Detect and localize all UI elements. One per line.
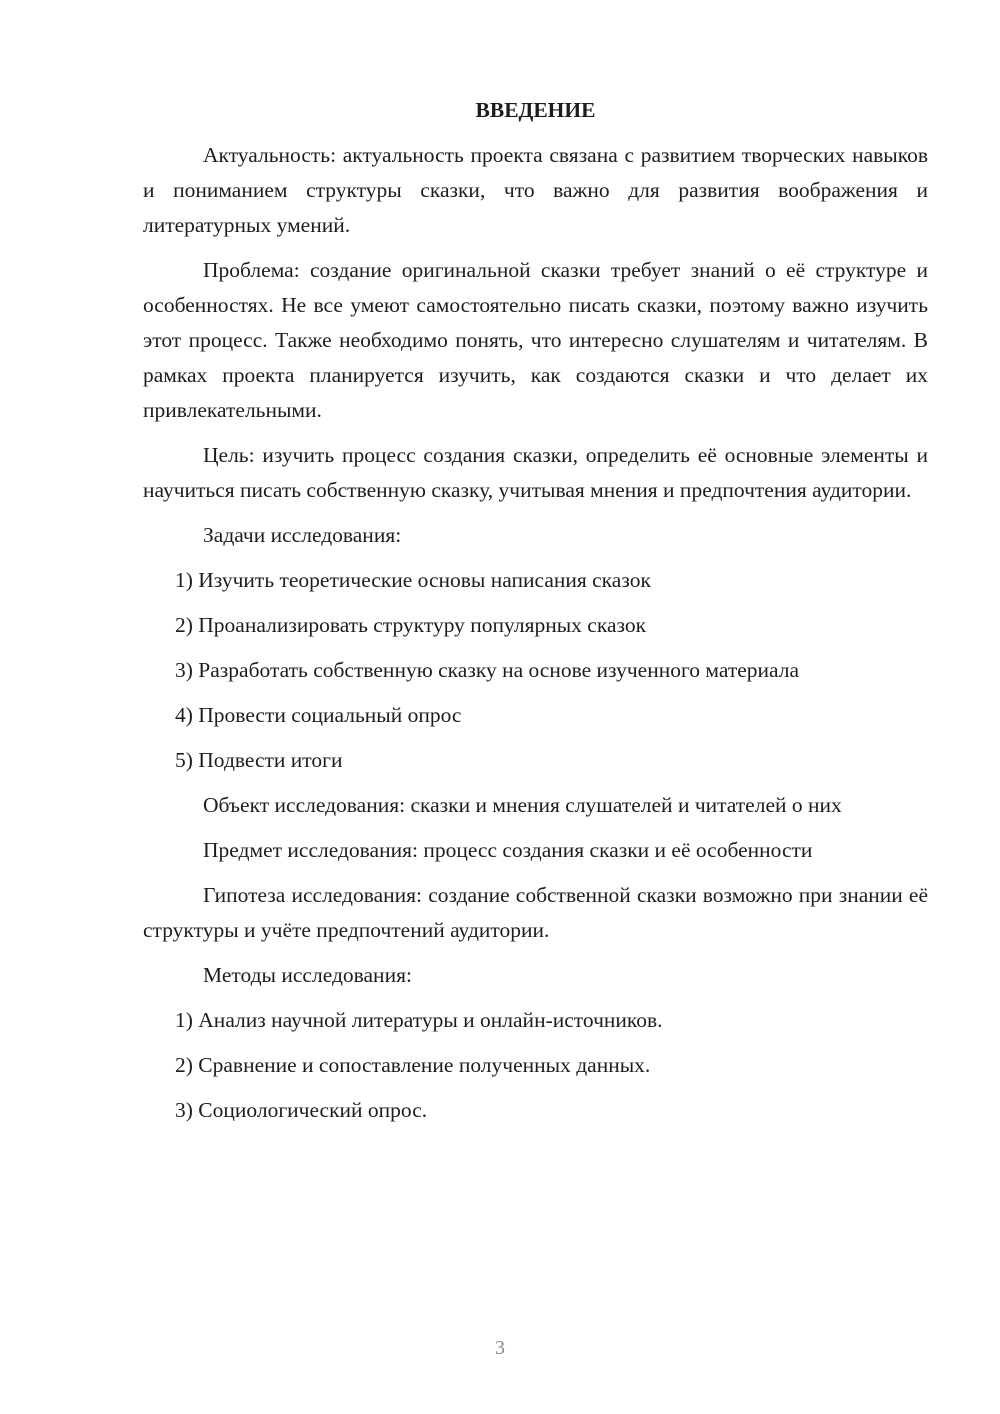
problem-paragraph: Проблема: создание оригинальной сказки требует знаний о её структуре и особенностях. Не все умеют самостоятельно писать сказки, поэтому важно изучить этот процесс. Также необходимо понять, что интересно слушателям и читателям. В рамках проекта планируется изучить, как создаются сказки и что делает их привлекательными.	[143, 258, 928, 422]
page-title: ВВЕДЕНИЕ	[475, 98, 596, 122]
object-paragraph: Объект исследования: сказки и мнения слушателей и читателей о них	[203, 793, 842, 817]
methods-heading: Методы исследования:	[203, 963, 412, 987]
page-number: 3	[495, 1337, 505, 1359]
tasks-heading: Задачи исследования:	[203, 523, 402, 547]
task-item-3: 3) Разработать собственную сказку на основе изученного материала	[175, 658, 800, 682]
relevance-paragraph: Актуальность: актуальность проекта связана с развитием творческих навыков и пониманием структуры сказки, что важно для развития воображения и литературных умений.	[143, 143, 928, 237]
method-item-3: 3) Социологический опрос.	[175, 1098, 428, 1122]
method-item-1: 1) Анализ научной литературы и онлайн-источников.	[175, 1008, 663, 1032]
subject-paragraph: Предмет исследования: процесс создания сказки и её особенности	[203, 838, 813, 862]
task-item-1: 1) Изучить теоретические основы написания сказок	[175, 568, 651, 592]
hypothesis-paragraph: Гипотеза исследования: создание собственной сказки возможно при знании её структуры и учёте предпочтений аудитории.	[143, 883, 928, 942]
task-item-4: 4) Провести социальный опрос	[175, 703, 462, 727]
task-item-2: 2) Проанализировать структуру популярных сказок	[175, 613, 647, 637]
method-item-2: 2) Сравнение и сопоставление полученных данных.	[175, 1053, 651, 1077]
task-item-5: 5) Подвести итоги	[175, 748, 343, 772]
page-content	[143, 92, 928, 1138]
goal-paragraph: Цель: изучить процесс создания сказки, определить её основные элементы и научиться писать собственную сказку, учитывая мнения и предпочтения аудитории.	[143, 443, 928, 502]
